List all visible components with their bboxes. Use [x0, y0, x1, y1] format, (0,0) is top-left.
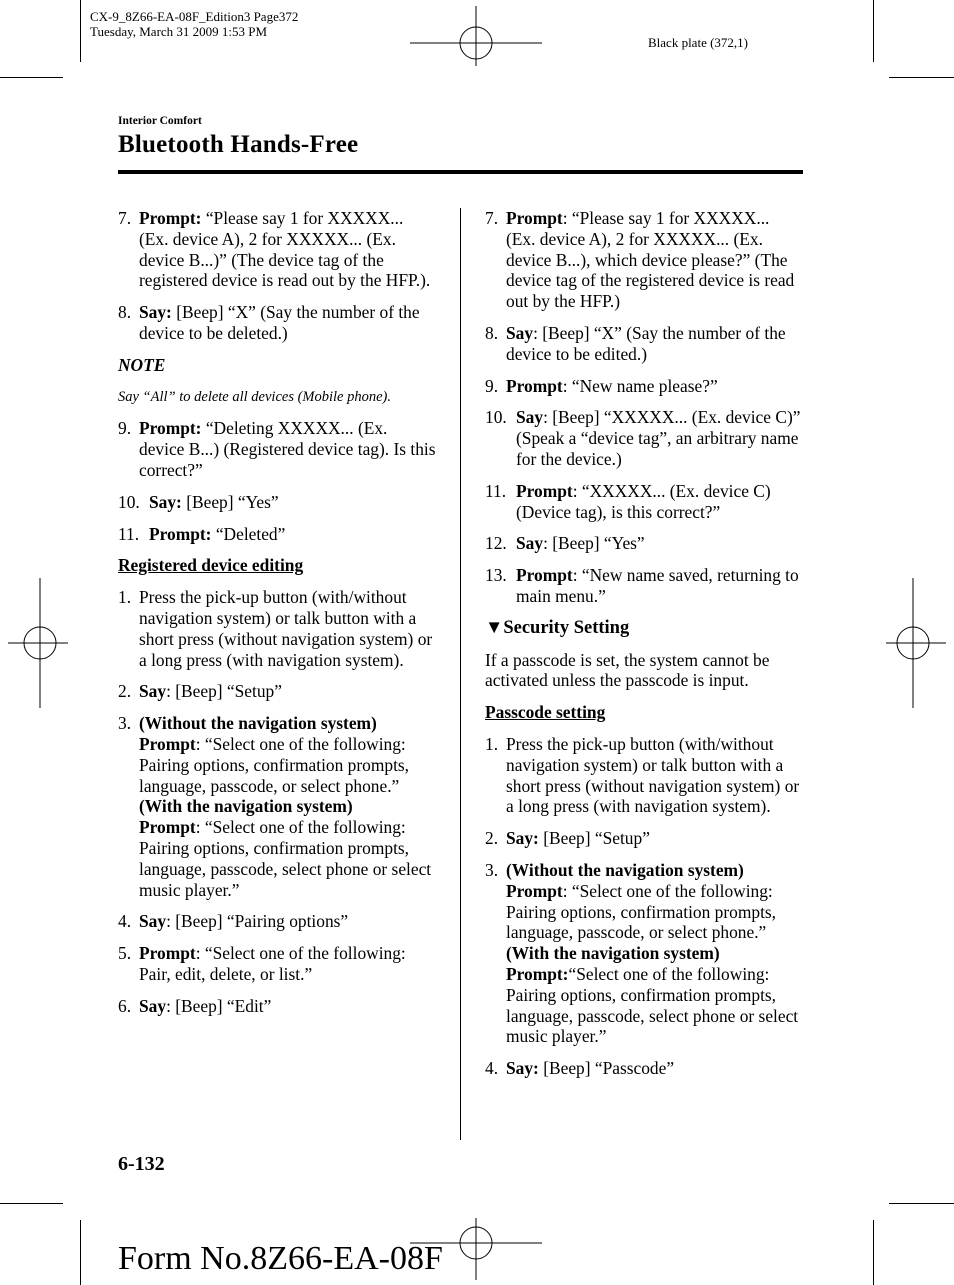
item-label: Prompt — [506, 375, 563, 396]
item-label: Prompt — [516, 565, 573, 586]
note-body: Say “All” to delete all devices (Mobile phone). — [118, 388, 392, 405]
list-item — [485, 208, 803, 312]
item-number: 7. — [485, 208, 499, 228]
step-text: : “Select one of the following: Pairing options, confirmation prompts, language, passcode, or select phone.” — [139, 733, 410, 796]
item-text: : [Beep] “X” (Say the number of the device to be edited.) — [506, 322, 786, 364]
item-text: : [Beep] “XXXXX... (Ex. device C)” (Speak a “device tag”, an arbitrary name for the device.) — [516, 407, 801, 469]
step-text: [Beep] “Setup” — [538, 828, 650, 849]
step-condition: (Without the navigation system) — [139, 713, 377, 734]
subheading: Registered device editing — [118, 555, 304, 576]
item-text: “Please say 1 for XXXXX... (Ex. device A), 2 for XXXXX... (Ex. device B...)” (The device tag of the registered device is read out by the HFP.). — [139, 208, 431, 291]
column-divider — [460, 208, 461, 1140]
step-text: : [Beep] “Pairing options” — [166, 911, 349, 932]
title-rule — [118, 170, 803, 174]
item-label: Say — [506, 322, 534, 343]
form-number: Form No.8Z66-EA-08F — [118, 1240, 443, 1277]
item-text: : “XXXXX... (Ex. device C) (Device tag), is this correct?” — [516, 480, 771, 522]
step-condition: (With the navigation system) — [506, 943, 720, 964]
section-label: Interior Comfort — [118, 115, 202, 127]
print-header-line1: CX-9_8Z66-EA-08F_Edition3 Page372 — [90, 9, 299, 24]
step-label: Say — [139, 995, 167, 1016]
item-text: “Deleting XXXXX... (Ex. device B...) (Registered device tag). Is this correct?” — [139, 418, 436, 480]
step-label: Say — [139, 681, 167, 702]
print-header-line2: Tuesday, March 31 2009 1:53 PM — [90, 24, 268, 39]
item-number: 9. — [485, 375, 499, 396]
step-text: [Beep] “Passcode” — [538, 1058, 675, 1079]
item-label: Prompt: — [139, 208, 202, 228]
triangle-down-icon: ▼ — [485, 617, 504, 638]
page-title: Bluetooth Hands-Free — [118, 131, 359, 158]
step-text: : [Beep] “Setup” — [166, 681, 282, 702]
step-item — [118, 943, 436, 985]
step-condition: (With the navigation system) — [139, 796, 353, 817]
step-number: 2. — [485, 828, 499, 849]
item-number: 11. — [485, 480, 507, 501]
list-item — [118, 524, 436, 545]
right-column — [485, 208, 803, 1090]
subheading: Passcode setting — [485, 702, 606, 723]
step-number: 3. — [485, 859, 499, 880]
list-item — [485, 376, 803, 397]
step-item — [485, 828, 803, 849]
item-text: : “New name please?” — [562, 375, 718, 396]
step-item — [485, 1058, 803, 1079]
list-item — [118, 492, 436, 513]
item-label: Prompt — [516, 480, 573, 501]
step-item — [118, 681, 436, 702]
step-text: Press the pick-up button (with/without navigation system) or talk button with a short press (without navigation system) or a long press (with navigation system). — [506, 733, 800, 817]
step-text: “Select one of the following: Pairing options, confirmation prompts, language, passcode, select phone or select music player.” — [506, 963, 799, 1047]
step-number: 1. — [485, 733, 499, 754]
note-title: NOTE — [118, 354, 166, 375]
registration-mark-icon — [410, 6, 542, 66]
item-number: 8. — [118, 302, 132, 323]
step-text: : “Select one of the following: Pairing options, confirmation prompts, language, passcode, or select phone.” — [506, 880, 777, 943]
item-number: 10. — [485, 407, 507, 428]
crop-mark — [0, 1203, 63, 1204]
item-text: [Beep] “Yes” — [181, 491, 279, 512]
list-item — [118, 418, 436, 480]
crop-mark — [80, 1220, 81, 1285]
item-label: Prompt: — [149, 523, 212, 544]
step-text: : [Beep] “Edit” — [166, 995, 272, 1016]
item-label: Prompt: — [139, 418, 202, 439]
item-number: 7. — [118, 208, 132, 228]
step-item — [118, 996, 436, 1017]
item-number: 8. — [485, 322, 499, 343]
step-label: Prompt — [506, 880, 563, 901]
item-text: : [Beep] “Yes” — [543, 533, 645, 554]
step-text: : “Select one of the following: Pairing options, confirmation prompts, language, passcode, select phone or select music player.” — [139, 817, 432, 900]
security-intro: If a passcode is set, the system cannot be activated unless the passcode is input. — [485, 649, 770, 691]
item-text: : “New name saved, returning to main menu.” — [516, 565, 799, 606]
step-number: 4. — [485, 1058, 499, 1079]
item-label: Say — [516, 407, 544, 428]
list-item — [485, 323, 803, 365]
print-header-job — [90, 9, 298, 39]
step-label: Say: — [506, 828, 539, 849]
crop-mark — [0, 77, 63, 78]
left-column — [118, 208, 436, 1028]
crop-mark — [873, 1220, 874, 1285]
page-number: 6-132 — [118, 1153, 165, 1175]
item-number: 9. — [118, 418, 132, 439]
step-text: Press the pick-up button (with/without navigation system) or talk button with a short press (without navigation system) or a long press (with navigation system). — [139, 587, 433, 670]
step-item — [485, 860, 803, 1047]
step-item — [485, 734, 803, 817]
step-number: 4. — [118, 911, 132, 932]
step-number: 6. — [118, 995, 132, 1016]
print-header-plate: Black plate (372,1) — [648, 35, 748, 50]
list-item — [485, 407, 803, 469]
security-heading-text: Security Setting — [503, 617, 630, 638]
item-number: 11. — [118, 523, 140, 544]
item-text: “Deleted” — [211, 523, 286, 544]
item-number: 12. — [485, 533, 507, 554]
item-label: Say — [516, 533, 544, 554]
step-label: Say — [139, 911, 167, 932]
step-text: : “Select one of the following: Pair, edit, delete, or list.” — [139, 943, 406, 984]
list-item — [118, 208, 436, 291]
list-item — [485, 533, 803, 554]
step-item — [118, 911, 436, 932]
step-item — [118, 713, 436, 900]
step-label: Say: — [506, 1058, 539, 1079]
step-label: Prompt: — [506, 963, 569, 984]
list-item — [118, 302, 436, 344]
step-condition: (Without the navigation system) — [506, 859, 744, 880]
security-setting-heading — [485, 618, 803, 639]
item-number: 10. — [118, 491, 140, 512]
step-number: 1. — [118, 587, 132, 608]
crop-mark — [80, 0, 81, 62]
step-number: 5. — [118, 943, 132, 964]
list-item — [485, 481, 803, 523]
registration-mark-icon — [886, 578, 946, 708]
step-number: 3. — [118, 713, 132, 734]
item-text: [Beep] “X” (Say the number of the device to be deleted.) — [139, 302, 420, 343]
item-number: 13. — [485, 565, 507, 586]
item-text: : “Please say 1 for XXXXX... (Ex. device A), 2 for XXXXX... (Ex. device B...), which device please?” (The device tag of the registered device is read out by the HFP.) — [506, 208, 795, 312]
step-label: Prompt — [139, 733, 196, 754]
list-item — [485, 565, 803, 607]
item-label: Say: — [139, 302, 172, 323]
crop-mark — [889, 77, 954, 78]
crop-mark — [873, 0, 874, 62]
step-item — [118, 587, 436, 670]
item-label: Prompt — [506, 208, 563, 228]
step-number: 2. — [118, 681, 132, 702]
step-label: Prompt — [139, 817, 196, 838]
registration-mark-icon — [8, 578, 68, 708]
step-label: Prompt — [139, 943, 196, 964]
crop-mark — [889, 1203, 954, 1204]
item-label: Say: — [149, 491, 182, 512]
